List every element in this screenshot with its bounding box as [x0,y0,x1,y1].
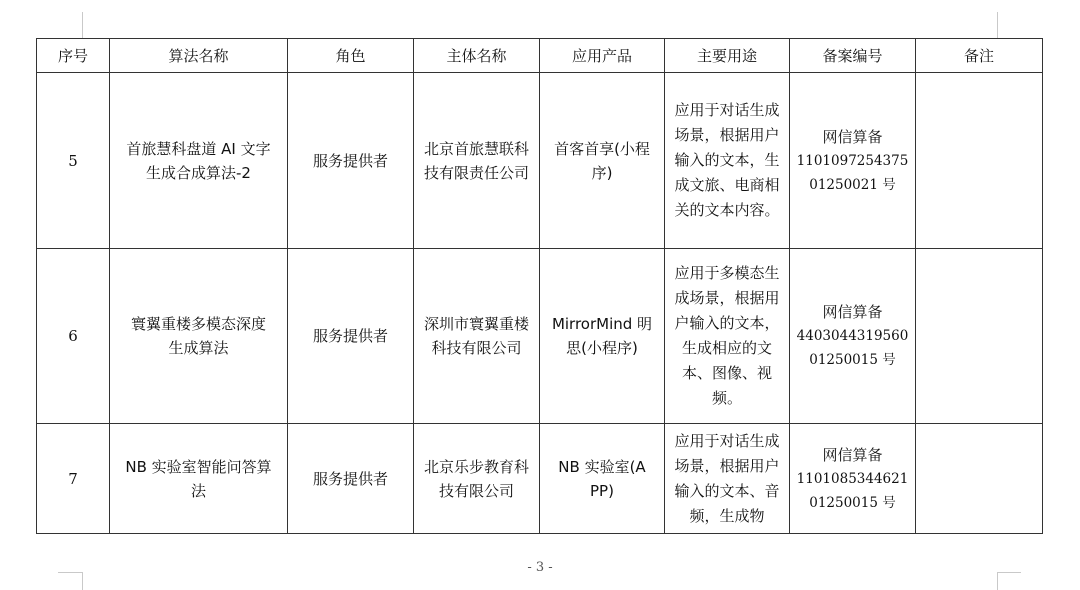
cell-usage: 应用于对话生成场景，根据用户输入的文本，生成文旅、电商相关的文本内容。 [665,73,790,249]
cell-entity-name: 深圳市寰翼重楼科技有限公司 [414,249,540,424]
filing-suffix: 01250015 号 [809,494,896,511]
algorithm-filing-table [36,38,1043,534]
cell-entity-name: 北京首旅慧联科技有限责任公司 [414,73,540,249]
cell-seq: 5 [37,73,110,249]
cell-remark [916,249,1043,424]
header-remark: 备注 [916,39,1043,73]
cell-product: NB 实验室(APP) [540,424,665,534]
cell-algorithm-name: 首旅慧科盘道 AI 文字生成合成算法-2 [110,73,288,249]
cell-product: 首客首享(小程序) [540,73,665,249]
cell-product: MirrorMind 明思(小程序) [540,249,665,424]
cell-role: 服务提供者 [288,249,414,424]
crop-mark-top-left [82,12,83,38]
crop-mark-top-right [997,12,998,38]
cell-usage: 应用于多模态生成场景，根据用户输入的文本，生成相应的文本、图像、视频。 [665,249,790,424]
cell-seq: 6 [37,249,110,424]
header-role: 角色 [288,39,414,73]
cell-role: 服务提供者 [288,424,414,534]
cell-filing-number [790,424,916,534]
cell-filing-number [790,73,916,249]
cell-entity-name: 北京乐步教育科技有限公司 [414,424,540,534]
filing-label: 网信算备 [822,303,883,321]
cell-filing-number [790,249,916,424]
filing-suffix: 01250021 号 [809,176,896,193]
filing-label: 网信算备 [822,445,883,464]
cell-algorithm-name: 寰翼重楼多模态深度生成算法 [110,249,288,424]
cell-role: 服务提供者 [288,73,414,249]
filing-code: 4403044319560 [796,328,909,344]
filing-code: 1101097254375 [796,152,909,169]
header-algorithm-name: 算法名称 [110,39,288,73]
table-header-row [37,39,1043,73]
cell-usage: 应用于对话生成场景，根据用户输入的文本、音频，生成物 [665,424,790,534]
table-row [37,249,1043,424]
table-row [37,73,1043,249]
header-seq: 序号 [37,39,110,73]
cell-remark [916,424,1043,534]
page-number: - 3 - [527,560,553,575]
filing-suffix: 01250015 号 [809,352,896,368]
cell-algorithm-name: NB 实验室智能问答算法 [110,424,288,534]
header-usage: 主要用途 [665,39,790,73]
cell-seq: 7 [37,424,110,534]
filing-code: 1101085344621 [796,470,909,487]
cell-remark [916,73,1043,249]
header-product: 应用产品 [540,39,665,73]
header-filing-number: 备案编号 [790,39,916,73]
header-entity-name: 主体名称 [414,39,540,73]
table-row [37,424,1043,534]
filing-label: 网信算备 [822,127,883,146]
